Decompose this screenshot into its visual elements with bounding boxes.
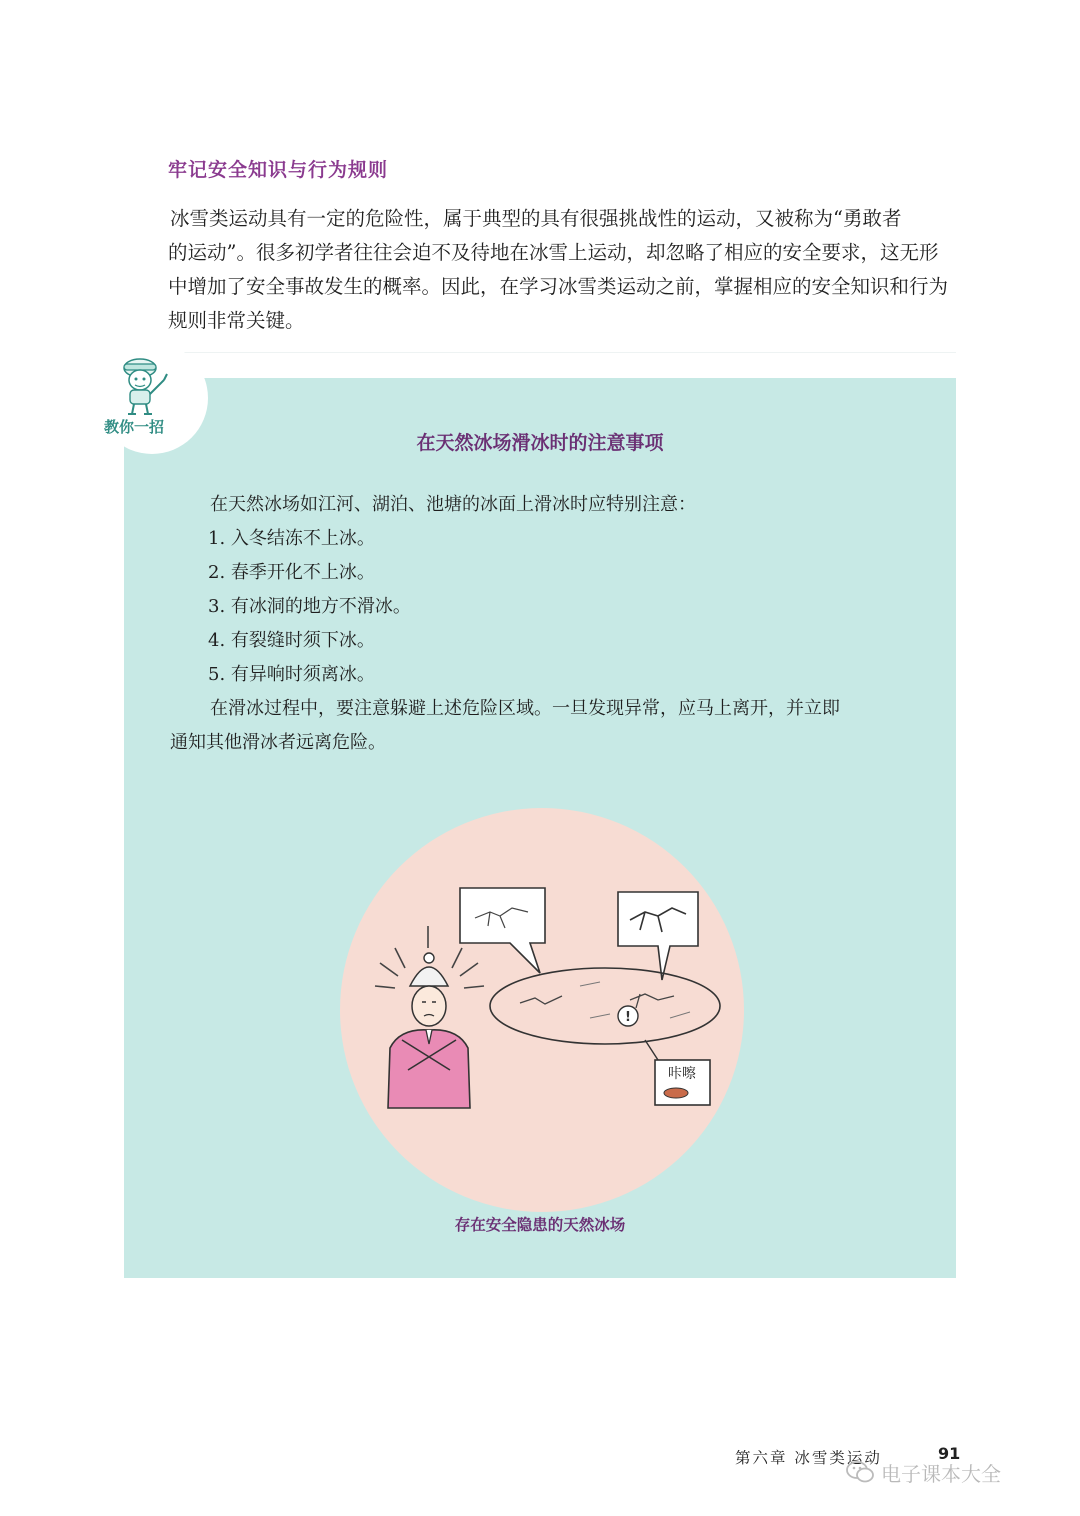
svg-text:!: ! (625, 1010, 631, 1025)
mascot-icon (112, 350, 176, 416)
footer-chapter: 第六章 冰雪类运动 (735, 1449, 882, 1467)
crack-sound-label: 咔嚓 (668, 1066, 696, 1082)
box-divider (124, 352, 956, 353)
ice-hazard-illustration (340, 808, 744, 1212)
intro-line: 的运动”。很多初学者往往会迫不及待地在冰雪上运动，却忽略了相应的安全要求，这无形 (168, 241, 939, 264)
tip-box-body (170, 488, 930, 760)
watermark-text: 电子课本大全 (881, 1461, 1001, 1486)
wechat-icon (845, 1459, 875, 1485)
illustration-caption: 存在安全隐患的天然冰场 (454, 1215, 626, 1234)
tip-box-title: 在天然冰场滑冰时的注意事项 (416, 432, 664, 454)
watermark (845, 1458, 1001, 1486)
intro-line: 冰雪类运动具有一定的危险性，属于典型的具有很强挑战性的运动，又被称为“勇敢者 (170, 207, 902, 230)
tip-closing: 通知其他滑冰者远离危险。 (170, 732, 386, 753)
page-number: 91 (938, 1444, 961, 1463)
tip-item: 4. 有裂缝时须下冰。 (208, 630, 375, 651)
intro-paragraph (168, 202, 958, 338)
tip-item: 2. 春季开化不上冰。 (208, 562, 375, 583)
tip-item: 3. 有冰洞的地方不滑冰。 (208, 596, 411, 617)
tip-item: 1. 入冬结冻不上冰。 (208, 528, 375, 549)
tip-item: 5. 有异响时须离冰。 (208, 664, 375, 685)
tip-badge-label: 教你一招 (104, 418, 165, 436)
section-heading: 牢记安全知识与行为规则 (168, 159, 389, 181)
tip-closing: 在滑冰过程中，要注意躲避上述危险区域。一旦发现异常，应马上离开，并立即 (210, 698, 840, 719)
intro-line: 中增加了安全事故发生的概率。因此，在学习冰雪类运动之前，掌握相应的安全知识和行为 (168, 275, 949, 298)
intro-line: 规则非常关键。 (168, 309, 305, 332)
tip-lead: 在天然冰场如江河、湖泊、池塘的冰面上滑冰时应特别注意： (210, 494, 696, 515)
